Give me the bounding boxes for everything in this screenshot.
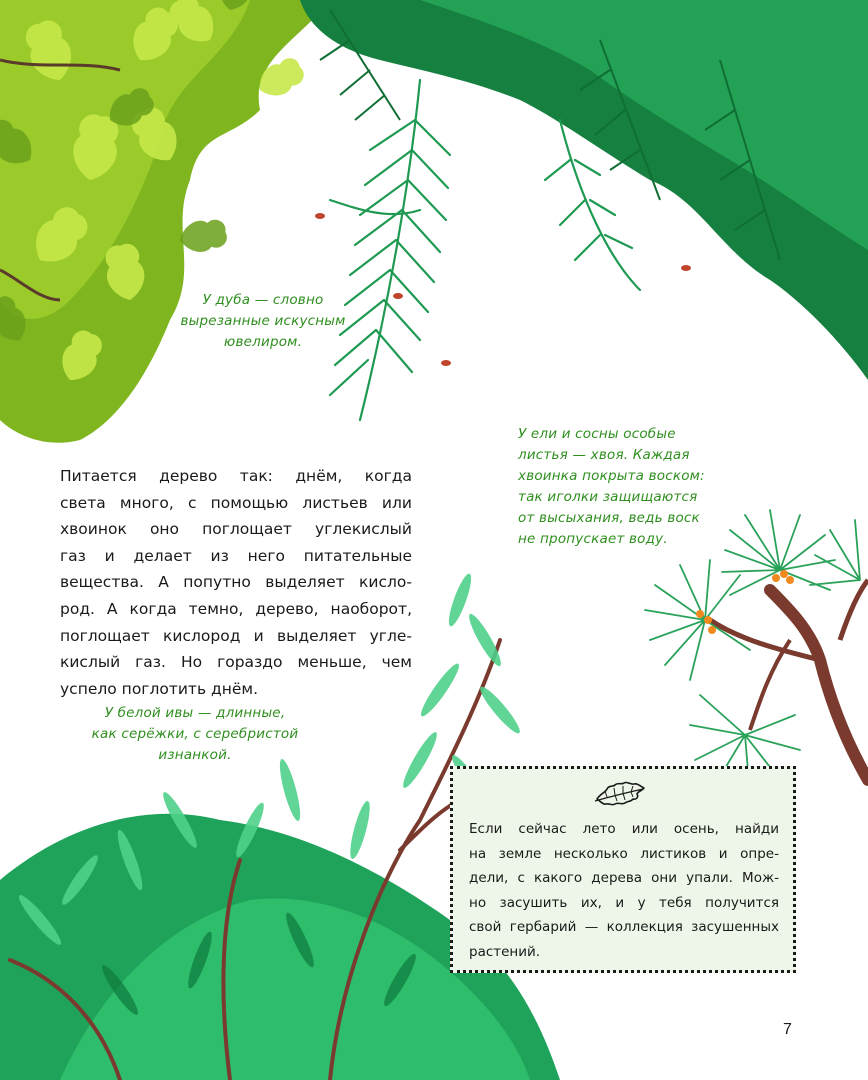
oak-caption-line: У дуба — словно: [202, 292, 324, 308]
page-number: 7: [783, 1021, 792, 1038]
paragraph-line: света много, с помощью листьев или: [60, 493, 412, 512]
spruce-caption-line: У ели и сосны особые: [518, 426, 676, 442]
paragraph-line: поглощает кислород и выделяет угле-: [60, 626, 412, 645]
spruce-caption-line: не пропускает воду.: [518, 531, 668, 547]
paragraph-line: вещества. А попутно выделяет кисло-: [60, 573, 412, 592]
paragraph-line: успело поглотить днём.: [60, 679, 259, 698]
paragraph-line: кислый газ. Но гораздо меньше, чем: [60, 653, 412, 672]
tip-line: свой гербарий — коллекция засушенных: [469, 919, 779, 936]
spruce-caption-line: от высыхания, ведь воск: [518, 510, 700, 526]
willow-caption-line: изнанкой.: [158, 747, 232, 763]
tip-text: [469, 817, 779, 965]
oak-leaf-icon: [593, 779, 649, 809]
oak-foliage: [0, 0, 330, 443]
pine-branch: [645, 510, 868, 795]
paragraph-line: газ и делает из него питательные: [60, 546, 412, 565]
tip-line: Если сейчас лето или осень, найди: [469, 821, 779, 837]
tip-line: дели, с какого дерева они упали. Мож-: [469, 870, 779, 887]
tip-line: на земле несколько листиков и опре-: [469, 845, 779, 862]
tip-box: [450, 766, 796, 973]
oak-caption: [172, 290, 354, 353]
main-paragraph: [60, 463, 412, 702]
paragraph-line: Питается дерево так: днём, когда: [60, 467, 412, 485]
oak-caption-line: вырезанные искусным: [180, 313, 346, 329]
willow-caption-line: как серёжки, с серебристой: [91, 726, 299, 742]
oak-caption-line: ювелиром.: [223, 334, 303, 350]
tip-line: но засушить их, и у тебя получится: [469, 894, 779, 911]
spruce-caption: [518, 424, 705, 550]
spruce-caption-line: так иголки защищаются: [518, 489, 698, 505]
spruce-foliage: [300, 0, 868, 420]
paragraph-line: род. А когда темно, дерево, наоборот,: [60, 599, 412, 618]
paragraph-line: хвоинок оно поглощает углекислый: [60, 520, 412, 539]
spruce-caption-line: листья — хвоя. Каждая: [518, 447, 690, 463]
spruce-caption-line: хвоинка покрыта воском:: [518, 468, 705, 484]
willow-caption-line: У белой ивы — длинные,: [104, 705, 286, 721]
tip-line: растений.: [469, 943, 541, 960]
willow-caption: [72, 703, 318, 766]
